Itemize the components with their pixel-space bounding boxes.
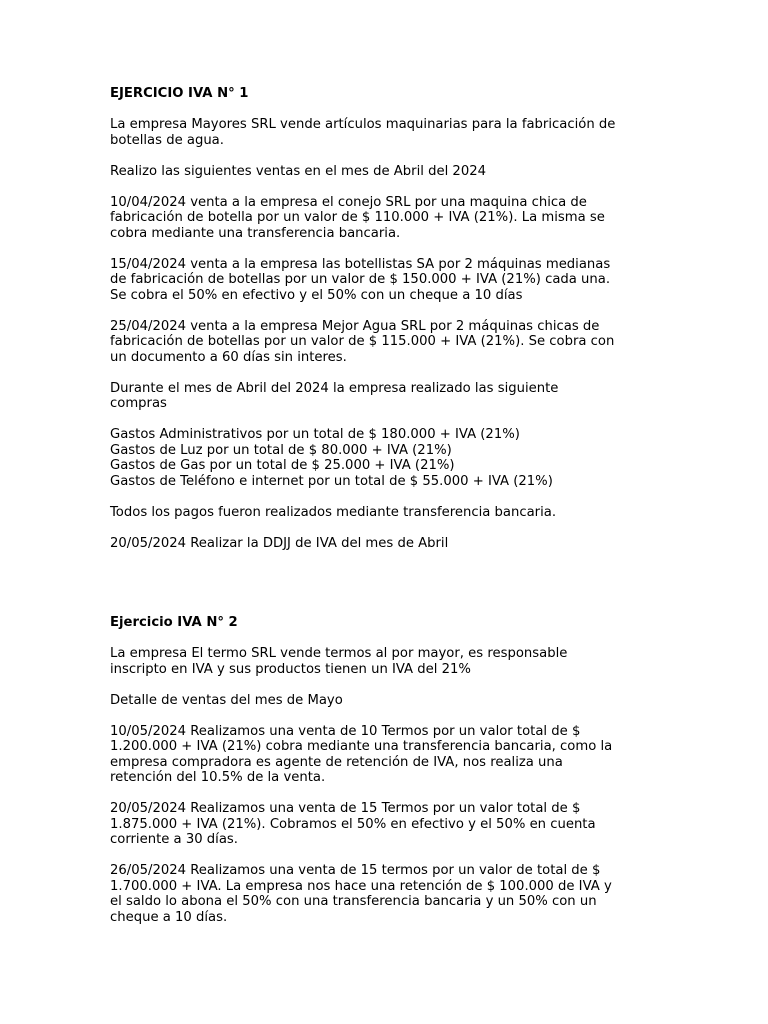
purchase-item: Gastos Administrativos por un total de $ 180.000 + IVA (21%) (110, 427, 520, 442)
sale-line: un documento a 60 días sin interes. (110, 349, 347, 365)
exercise1-section (110, 86, 670, 551)
sale-line: el saldo lo abona el 50% con una transferencia bancaria y un 50% con un (110, 894, 597, 909)
sale-line: 1.875.000 + IVA (21%). Cobramos el 50% en efectivo y el 50% en cuenta (110, 816, 596, 832)
exercise2-title: Ejercicio IVA N° 2 (110, 615, 238, 630)
purchase-item: Gastos de Teléfono e internet por un total de $ 55.000 + IVA (21%) (110, 473, 553, 489)
sale-line: 10/05/2024 Realizamos una venta de 10 Termos por un valor total de $ (110, 723, 581, 739)
exercise1-intro-line: La empresa Mayores SRL vende artículos maquinarias para la fabricación de (110, 117, 616, 132)
exercise2-intro-line: inscripto en IVA y sus productos tienen un IVA del 21% (110, 661, 471, 677)
exercise1-purchases-list (110, 427, 670, 489)
purchases-heading-line: Durante el mes de Abril del 2024 la empresa realizado las siguiente (110, 380, 559, 396)
sale-line: empresa compradora es agente de retención de IVA, nos realiza una (110, 754, 563, 770)
exercise2-sales-heading (110, 693, 670, 709)
exercise1-payments-note (110, 505, 670, 521)
exercise1-purchases-heading (110, 381, 670, 412)
exercise2-sale-1 (110, 724, 670, 786)
sale-line: retención del 10.5% de la venta. (110, 770, 326, 785)
purchase-item: Gastos de Luz por un total de $ 80.000 + IVA (21%) (110, 442, 452, 458)
exercise1-sale-2 (110, 257, 670, 304)
sale-line: fabricación de botella por un valor de $ 110.000 + IVA (21%). La misma se (110, 210, 605, 225)
purchase-item: Gastos de Gas por un total de $ 25.000 + IVA (21%) (110, 458, 455, 473)
sale-line: 26/05/2024 Realizamos una venta de 15 termos por un valor de total de $ (110, 863, 601, 878)
exercise2-section (110, 615, 670, 925)
exercise2-sale-2 (110, 801, 670, 848)
sale-line: fabricación de botellas por un valor de $ 115.000 + IVA (21%). Se cobra con (110, 334, 615, 349)
exercise2-sales-heading-text: Detalle de ventas del mes de Mayo (110, 692, 343, 708)
exercise1-title: EJERCICIO IVA N° 1 (110, 86, 249, 101)
sale-line: 20/05/2024 Realizamos una venta de 15 Termos por un valor total de $ (110, 801, 581, 816)
sale-line: 15/04/2024 venta a la empresa las botellistas SA por 2 máquinas medianas (110, 256, 611, 272)
sale-line: 1.200.000 + IVA (21%) cobra mediante una transferencia bancaria, como la (110, 739, 613, 754)
exercise1-sale-3 (110, 319, 670, 366)
exercise1-ddjj (110, 536, 670, 552)
exercise2-intro (110, 646, 670, 677)
exercise2-sale-3 (110, 863, 670, 925)
sale-line: 10/04/2024 venta a la empresa el conejo SRL por una maquina chica de (110, 194, 587, 210)
exercise2-intro-line: La empresa El termo SRL vende termos al por mayor, es responsable (110, 646, 568, 661)
sale-line: corriente a 30 días. (110, 832, 238, 847)
payments-note-text: Todos los pagos fueron realizados mediante transferencia bancaria. (110, 504, 557, 520)
sale-line: 25/04/2024 venta a la empresa Mejor Agua SRL por 2 máquinas chicas de (110, 318, 600, 334)
purchases-heading-line: compras (110, 396, 167, 411)
sale-line: cobra mediante una transferencia bancaria. (110, 225, 401, 241)
ddjj-text: 20/05/2024 Realizar la DDJJ de IVA del mes de Abril (110, 535, 449, 551)
sale-line: 1.700.000 + IVA. La empresa nos hace una retención de $ 100.000 de IVA y (110, 878, 612, 894)
sale-line: cheque a 10 días. (110, 909, 228, 925)
exercise1-intro (110, 117, 670, 148)
exercise1-sales-heading-text: Realizo las siguientes ventas en el mes de Abril del 2024 (110, 163, 486, 179)
sale-line: de fabricación de botellas por un valor de $ 150.000 + IVA (21%) cada una. (110, 272, 611, 287)
exercise1-sale-1 (110, 195, 670, 242)
sale-line: Se cobra el 50% en efectivo y el 50% con un cheque a 10 días (110, 287, 523, 303)
exercise1-intro-line: botellas de agua. (110, 132, 224, 148)
exercise1-sales-heading (110, 164, 670, 180)
